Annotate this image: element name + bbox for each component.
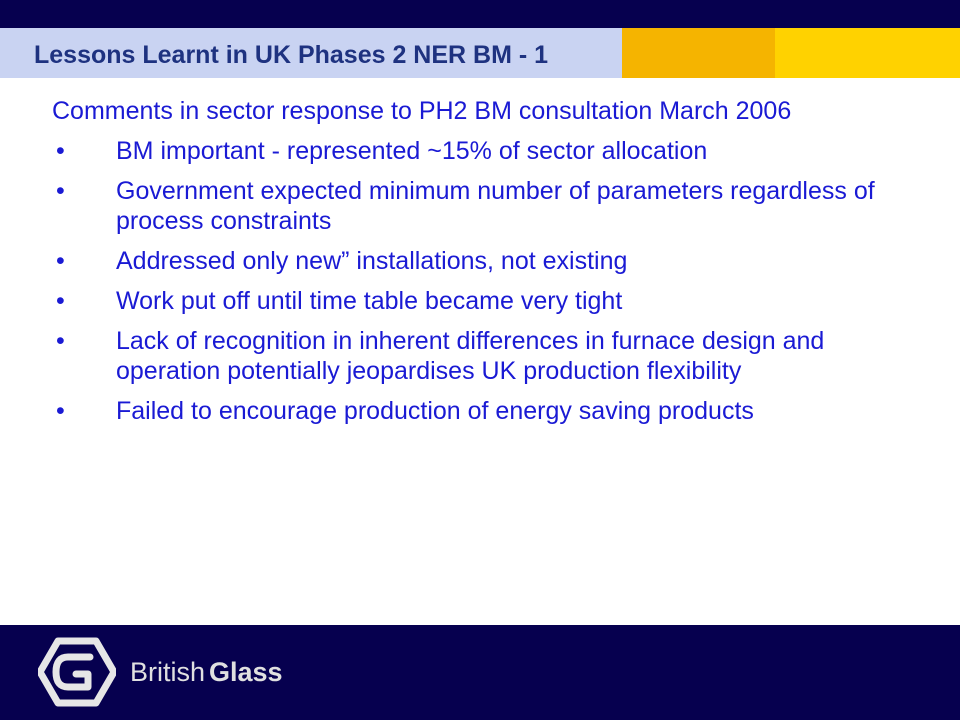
bullet-list	[52, 136, 892, 426]
slide-body	[52, 96, 892, 436]
bullet-text: Government expected minimum number of parameters regardless of process constraints	[116, 177, 875, 235]
brand-wordmark	[130, 656, 283, 688]
bullet-text: Work put off until time table became very tight	[116, 287, 623, 315]
bullet-item	[52, 396, 892, 426]
slide-title: Lessons Learnt in UK Phases 2 NER BM - 1	[34, 41, 549, 69]
bullet-icon: •	[56, 137, 65, 165]
bullet-item	[52, 136, 892, 166]
bullet-icon: •	[56, 287, 65, 315]
bullet-text: Lack of recognition in inherent differences in furnace design and operation potentially jeopardises UK production flexibility	[116, 327, 825, 385]
bullet-text: BM important - represented ~15% of sector allocation	[116, 137, 708, 165]
intro-text: Comments in sector response to PH2 BM consultation March 2006	[52, 97, 792, 125]
bullet-icon: •	[56, 397, 65, 425]
bullet-text: Addressed only new” installations, not existing	[116, 247, 628, 275]
british-glass-logo-icon	[38, 637, 116, 707]
bullet-item	[52, 326, 892, 386]
top-navy-band	[0, 0, 960, 28]
bullet-item	[52, 246, 892, 276]
bullet-icon: •	[56, 327, 65, 355]
title-band-yellow-segment	[775, 28, 960, 78]
brand-word-british: British	[130, 657, 206, 687]
bullet-icon: •	[56, 247, 65, 275]
brand-word-glass: Glass	[209, 657, 283, 687]
bullet-item	[52, 286, 892, 316]
footer-band	[0, 625, 960, 720]
title-band-orange-segment	[622, 28, 775, 78]
bullet-text: Failed to encourage production of energy saving products	[116, 397, 754, 425]
bullet-icon: •	[56, 177, 65, 205]
bullet-item	[52, 176, 892, 236]
